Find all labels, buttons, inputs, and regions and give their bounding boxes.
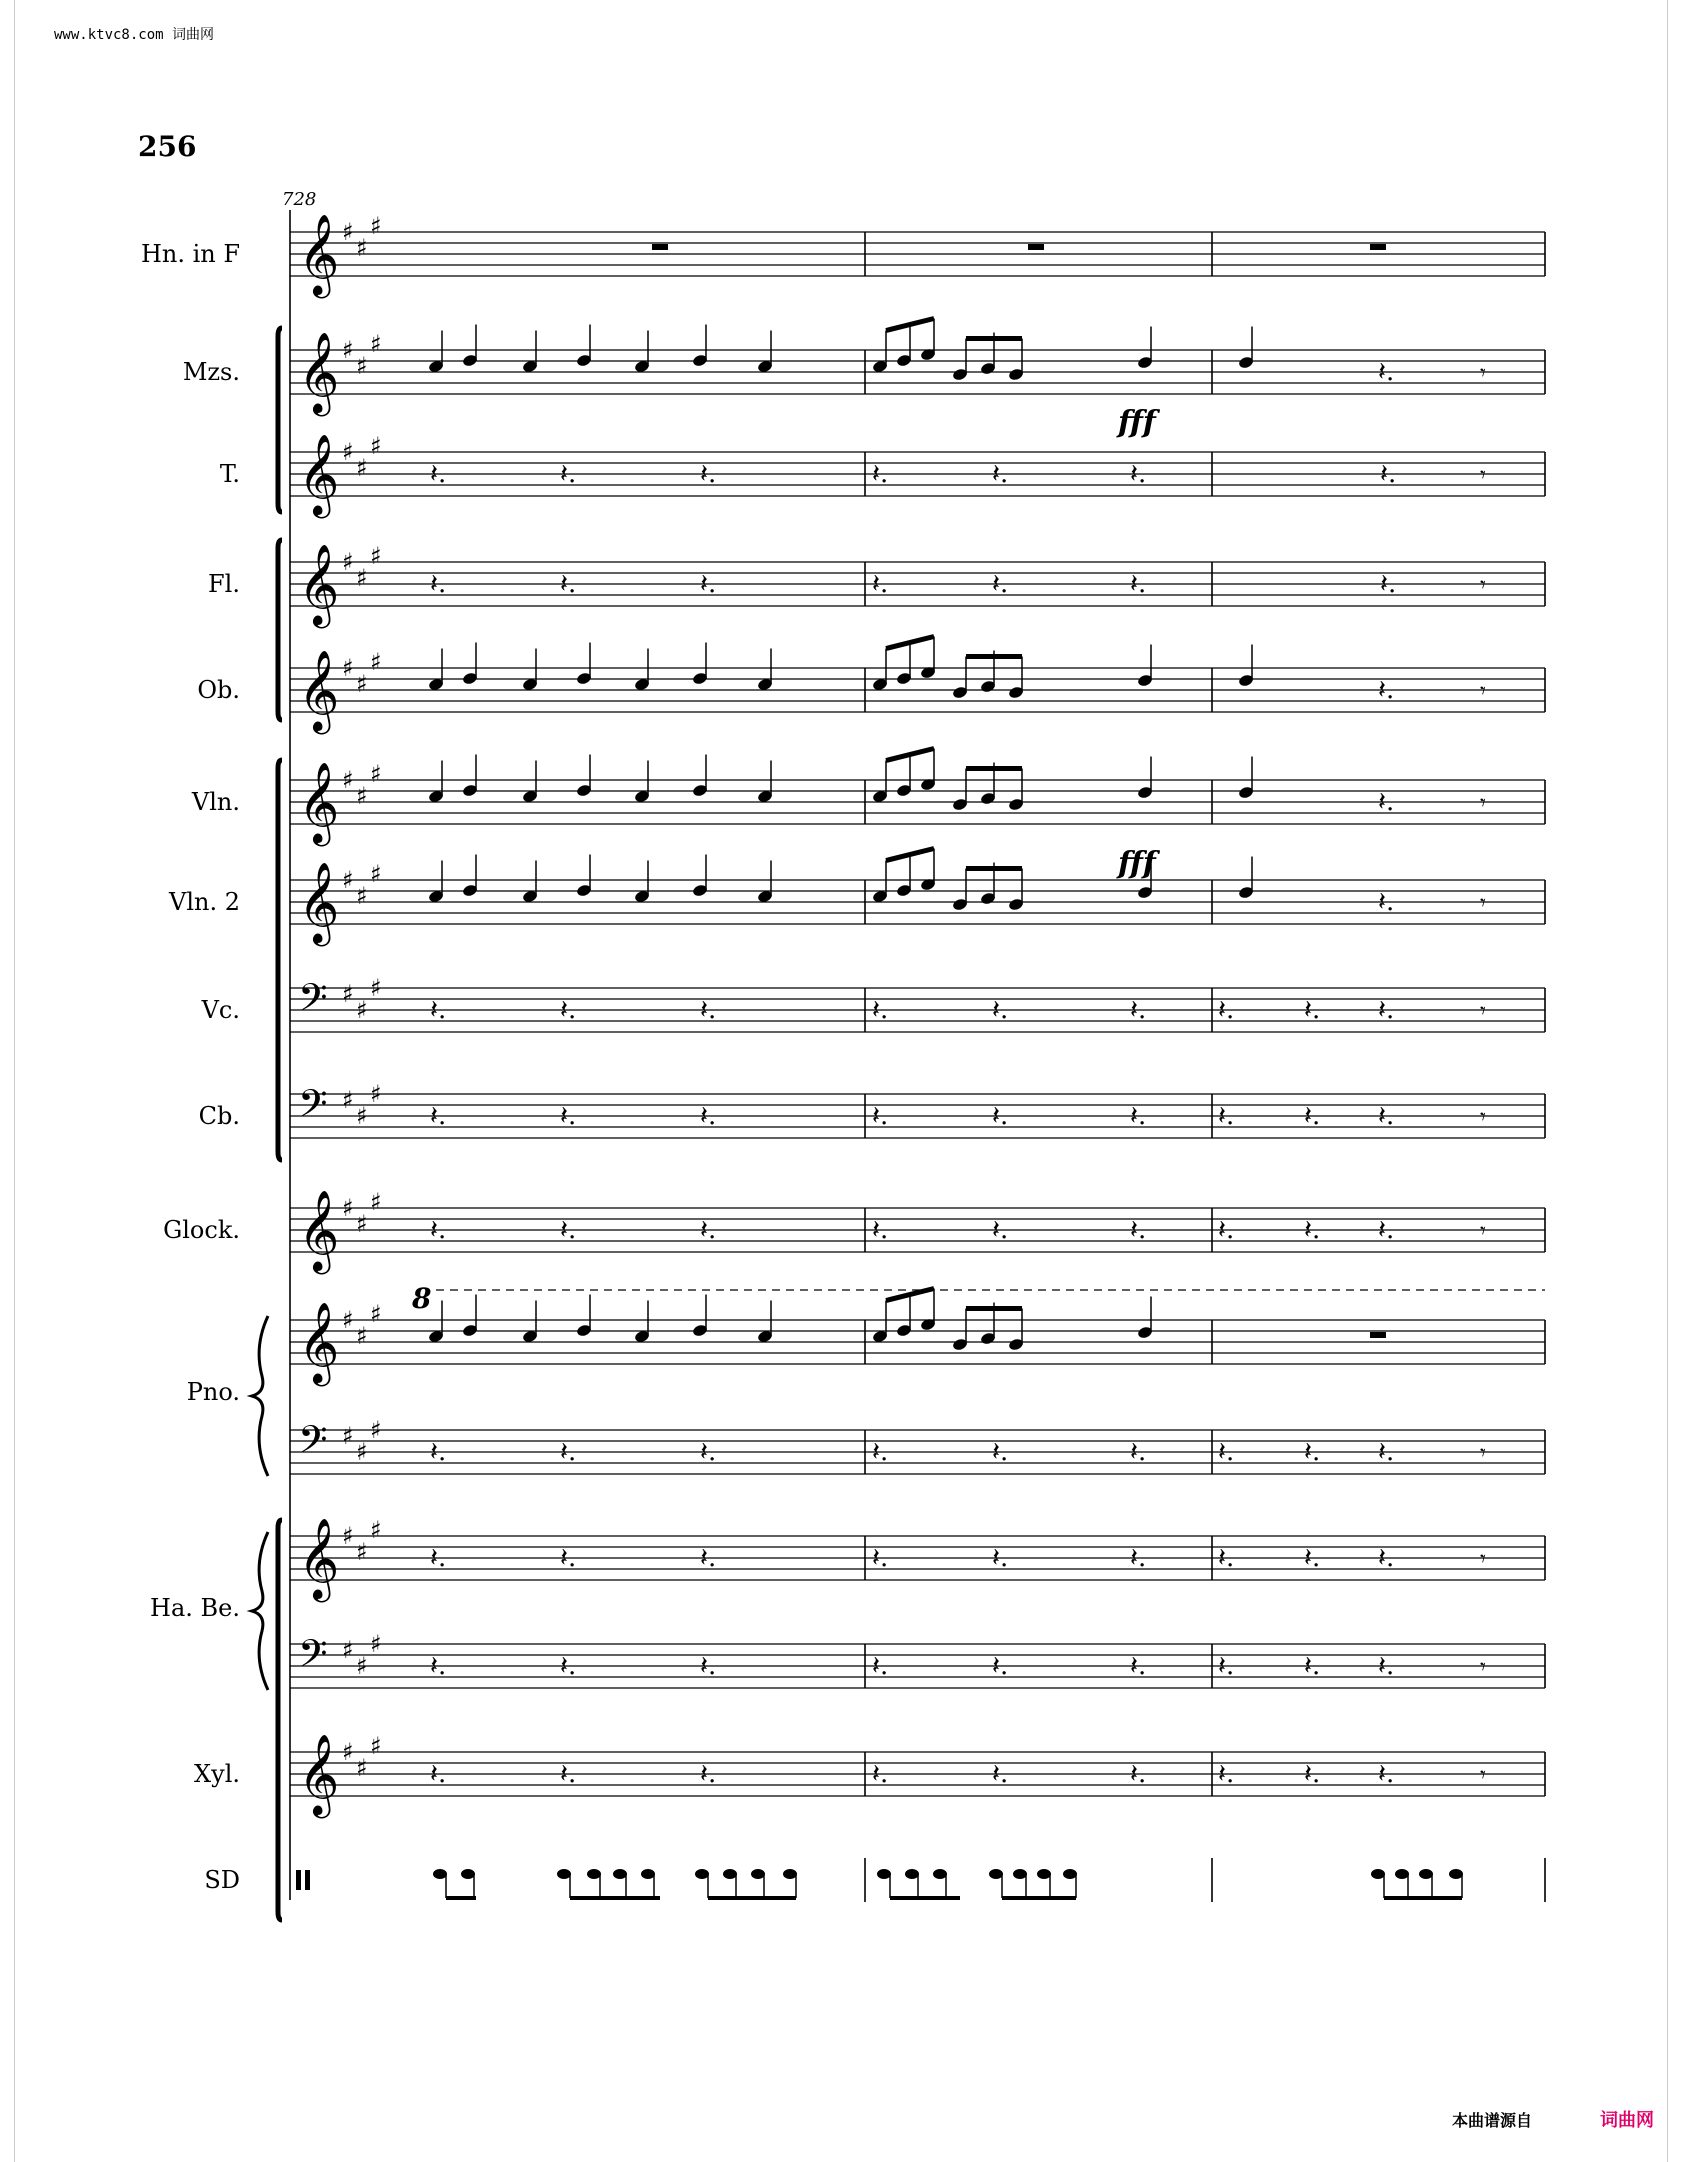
treble-clef-icon: 𝄞	[298, 331, 340, 413]
treble-clef-icon: 𝄞	[298, 433, 340, 515]
whole-rest-icon	[1370, 244, 1386, 250]
instrument-label-vc: Vc.	[201, 996, 240, 1024]
eighth-rest-icon: 𝄾	[1480, 573, 1486, 598]
percussion-note-head	[1395, 1869, 1409, 1879]
quarter-rest-icon: 𝄽.	[1130, 1759, 1147, 1789]
quarter-rest-icon: 𝄽.	[1218, 1215, 1235, 1245]
sharp-icon: ♯	[342, 336, 354, 364]
quarter-rest-icon: 𝄽.	[560, 1759, 577, 1789]
eighth-rest-icon: 𝄾	[1480, 1219, 1486, 1244]
sharp-icon: ♯	[342, 1636, 354, 1664]
sharp-icon: ♯	[342, 1522, 354, 1550]
treble-clef-icon: 𝄞	[298, 649, 340, 731]
quarter-rest-icon: 𝄽.	[1218, 1543, 1235, 1573]
percussion-note-head	[695, 1869, 709, 1879]
quarter-rest-icon: 𝄽.	[1218, 1437, 1235, 1467]
quarter-rest-icon: 𝄽.	[1304, 1101, 1321, 1131]
sharp-icon: ♯	[356, 1438, 368, 1466]
quarter-rest-icon: 𝄽.	[1130, 1437, 1147, 1467]
percussion-note-head	[1371, 1869, 1385, 1879]
sharp-icon: ♯	[370, 1630, 382, 1658]
quarter-rest-icon: 𝄽.	[430, 1543, 447, 1573]
quarter-rest-icon: 𝄽.	[1378, 787, 1395, 817]
percussion-note-head	[877, 1869, 891, 1879]
quarter-rest-icon: 𝄽.	[430, 1759, 447, 1789]
quarter-rest-icon: 𝄽.	[992, 459, 1009, 489]
measure-number: 728	[282, 189, 317, 210]
quarter-rest-icon: 𝄽.	[700, 1215, 717, 1245]
percussion-note-head	[1063, 1869, 1077, 1879]
instrument-label-vln2: Vln. 2	[169, 888, 240, 916]
quarter-rest-icon: 𝄽.	[872, 1759, 889, 1789]
quarter-rest-icon: 𝄽.	[560, 995, 577, 1025]
bass-clef-icon: 𝄢	[298, 1417, 328, 1471]
whole-rest-icon	[1370, 1332, 1386, 1338]
percussion-note-head	[1419, 1869, 1433, 1879]
sharp-icon: ♯	[342, 218, 354, 246]
quarter-rest-icon: 𝄽.	[872, 1437, 889, 1467]
quarter-rest-icon: 𝄽.	[700, 569, 717, 599]
quarter-rest-icon: 𝄽.	[872, 569, 889, 599]
sharp-icon: ♯	[356, 1322, 368, 1350]
quarter-rest-icon: 𝄽.	[992, 569, 1009, 599]
bracket-voices	[278, 328, 282, 512]
percussion-note-head	[783, 1869, 797, 1879]
percussion-note-head	[433, 1869, 447, 1879]
quarter-rest-icon: 𝄽.	[700, 1651, 717, 1681]
quarter-rest-icon: 𝄽.	[872, 459, 889, 489]
quarter-rest-icon: 𝄽.	[430, 1651, 447, 1681]
quarter-rest-icon: 𝄽.	[560, 1651, 577, 1681]
brace-harp	[252, 1532, 268, 1690]
sharp-icon: ♯	[356, 234, 368, 262]
sharp-icon: ♯	[356, 782, 368, 810]
quarter-rest-icon: 𝄽.	[1378, 1215, 1395, 1245]
quarter-rest-icon: 𝄽.	[1218, 1759, 1235, 1789]
quarter-rest-icon: 𝄽.	[992, 1437, 1009, 1467]
quarter-rest-icon: 𝄽.	[700, 1437, 717, 1467]
quarter-rest-icon: 𝄽.	[430, 1215, 447, 1245]
page-number: 256	[138, 130, 197, 163]
percussion-note-head	[989, 1869, 1003, 1879]
quarter-rest-icon: 𝄽.	[430, 459, 447, 489]
percussion-note-head	[751, 1869, 765, 1879]
quarter-rest-icon: 𝄽.	[992, 1759, 1009, 1789]
footer-source-text: 本曲谱源自	[1452, 2111, 1533, 2130]
percussion-note-head	[557, 1869, 571, 1879]
quarter-rest-icon: 𝄽.	[872, 995, 889, 1025]
quarter-rest-icon: 𝄽.	[1218, 1651, 1235, 1681]
quarter-rest-icon: 𝄽.	[1130, 459, 1147, 489]
instrument-label-glock: Glock.	[163, 1216, 240, 1244]
quarter-rest-icon: 𝄽.	[700, 459, 717, 489]
percussion-note-head	[1013, 1869, 1027, 1879]
quarter-rest-icon: 𝄽.	[1378, 1437, 1395, 1467]
quarter-rest-icon: 𝄽.	[700, 995, 717, 1025]
eighth-rest-icon: 𝄾	[1480, 463, 1486, 488]
quarter-rest-icon: 𝄽.	[1304, 1437, 1321, 1467]
dynamic-fff-vln: fff	[1118, 846, 1156, 881]
sharp-icon: ♯	[342, 438, 354, 466]
sharp-icon: ♯	[356, 996, 368, 1024]
sharp-icon: ♯	[370, 542, 382, 570]
sharp-icon: ♯	[356, 670, 368, 698]
instrument-label-cb: Cb.	[198, 1102, 240, 1130]
sharp-icon: ♯	[342, 548, 354, 576]
instrument-label-xyl: Xyl.	[194, 1760, 240, 1788]
quarter-rest-icon: 𝄽.	[1304, 1543, 1321, 1573]
treble-clef-icon: 𝄞	[298, 1733, 340, 1815]
quarter-rest-icon: 𝄽.	[1304, 1651, 1321, 1681]
quarter-rest-icon: 𝄽.	[430, 995, 447, 1025]
quarter-rest-icon: 𝄽.	[992, 1543, 1009, 1573]
sharp-icon: ♯	[356, 454, 368, 482]
instrument-label-vln: Vln.	[191, 788, 240, 816]
sharp-icon: ♯	[370, 1416, 382, 1444]
quarter-rest-icon: 𝄽.	[872, 1101, 889, 1131]
instrument-label-ob: Ob.	[197, 676, 240, 704]
sharp-icon: ♯	[370, 760, 382, 788]
quarter-rest-icon: 𝄽.	[1378, 995, 1395, 1025]
quarter-rest-icon: 𝄽.	[1378, 1759, 1395, 1789]
quarter-rest-icon: 𝄽.	[1130, 995, 1147, 1025]
sharp-icon: ♯	[342, 1738, 354, 1766]
quarter-rest-icon: 𝄽.	[1378, 1101, 1395, 1131]
instrument-label-pno: Pno.	[186, 1378, 240, 1406]
eighth-rest-icon: 𝄾	[1480, 1547, 1486, 1572]
quarter-rest-icon: 𝄽.	[1380, 569, 1397, 599]
sharp-icon: ♯	[342, 1194, 354, 1222]
sharp-icon: ♯	[370, 330, 382, 358]
quarter-rest-icon: 𝄽.	[1380, 459, 1397, 489]
instrument-label-habe: Ha. Be.	[150, 1594, 240, 1622]
quarter-rest-icon: 𝄽.	[872, 1651, 889, 1681]
sharp-icon: ♯	[370, 212, 382, 240]
treble-clef-icon: 𝄞	[298, 213, 340, 295]
quarter-rest-icon: 𝄽.	[1130, 1543, 1147, 1573]
quarter-rest-icon: 𝄽.	[872, 1543, 889, 1573]
quarter-rest-icon: 𝄽.	[1378, 357, 1395, 387]
quarter-rest-icon: 𝄽.	[430, 1437, 447, 1467]
site-url[interactable]: www.ktvc8.com 词曲网	[54, 27, 215, 43]
quarter-rest-icon: 𝄽.	[1130, 1651, 1147, 1681]
sharp-icon: ♯	[356, 564, 368, 592]
sharp-icon: ♯	[370, 648, 382, 676]
quarter-rest-icon: 𝄽.	[560, 459, 577, 489]
percussion-note-head	[933, 1869, 947, 1879]
sharp-icon: ♯	[370, 1732, 382, 1760]
quarter-rest-icon: 𝄽.	[1378, 1651, 1395, 1681]
treble-clef-icon: 𝄞	[298, 1301, 340, 1383]
bracket-woodwinds	[278, 540, 282, 720]
brace-piano	[252, 1316, 268, 1476]
eighth-rest-icon: 𝄾	[1480, 1105, 1486, 1130]
sharp-icon: ♯	[342, 980, 354, 1008]
quarter-rest-icon: 𝄽.	[1304, 1215, 1321, 1245]
instrument-label-fl: Fl.	[208, 570, 240, 598]
percussion-note-head	[1449, 1869, 1463, 1879]
sharp-icon: ♯	[356, 352, 368, 380]
percussion-note-head	[905, 1869, 919, 1879]
treble-clef-icon: 𝄞	[298, 1517, 340, 1599]
eighth-rest-icon: 𝄾	[1480, 361, 1486, 386]
treble-clef-icon: 𝄞	[298, 1189, 340, 1271]
eighth-rest-icon: 𝄾	[1480, 679, 1486, 704]
bass-clef-icon: 𝄢	[298, 1081, 328, 1135]
instrument-label-sd: SD	[204, 1866, 240, 1894]
bass-clef-icon: 𝄢	[298, 975, 328, 1029]
quarter-rest-icon: 𝄽.	[700, 1759, 717, 1789]
sharp-icon: ♯	[370, 432, 382, 460]
eighth-rest-icon: 𝄾	[1480, 1655, 1486, 1680]
quarter-rest-icon: 𝄽.	[560, 1437, 577, 1467]
quarter-rest-icon: 𝄽.	[1304, 1759, 1321, 1789]
quarter-rest-icon: 𝄽.	[992, 1651, 1009, 1681]
treble-clef-icon: 𝄞	[298, 861, 340, 943]
sharp-icon: ♯	[342, 766, 354, 794]
instrument-label-mzs: Mzs.	[182, 358, 240, 386]
sharp-icon: ♯	[370, 974, 382, 1002]
dynamic-fff-mzs: fff	[1118, 405, 1156, 440]
eighth-rest-icon: 𝄾	[1480, 1763, 1486, 1788]
quarter-rest-icon: 𝄽.	[700, 1101, 717, 1131]
sharp-icon: ♯	[356, 882, 368, 910]
sharp-icon: ♯	[370, 1188, 382, 1216]
sharp-icon: ♯	[342, 1422, 354, 1450]
quarter-rest-icon: 𝄽.	[1378, 1543, 1395, 1573]
quarter-rest-icon: 𝄽.	[1304, 995, 1321, 1025]
quarter-rest-icon: 𝄽.	[430, 569, 447, 599]
sharp-icon: ♯	[342, 1086, 354, 1114]
quarter-rest-icon: 𝄽.	[700, 1543, 717, 1573]
sharp-icon: ♯	[342, 866, 354, 894]
sharp-icon: ♯	[342, 1306, 354, 1334]
sharp-icon: ♯	[370, 1080, 382, 1108]
ottava-mark: 8	[412, 1282, 432, 1315]
percussion-clef-icon	[296, 1870, 301, 1890]
percussion-note-head	[587, 1869, 601, 1879]
quarter-rest-icon: 𝄽.	[1378, 675, 1395, 705]
quarter-rest-icon: 𝄽.	[1130, 1101, 1147, 1131]
instrument-label-hn: Hn. in F	[140, 240, 240, 268]
quarter-rest-icon: 𝄽.	[560, 1101, 577, 1131]
footer-brand-link[interactable]: 词曲网	[1600, 2110, 1654, 2131]
eighth-rest-icon: 𝄾	[1480, 1441, 1486, 1466]
whole-rest-icon	[652, 244, 668, 250]
instrument-label-t: T.	[219, 460, 240, 488]
quarter-rest-icon: 𝄽.	[560, 1543, 577, 1573]
sharp-icon: ♯	[356, 1652, 368, 1680]
percussion-note-head	[613, 1869, 627, 1879]
quarter-rest-icon: 𝄽.	[1218, 1101, 1235, 1131]
percussion-note-head	[1037, 1869, 1051, 1879]
quarter-rest-icon: 𝄽.	[992, 1215, 1009, 1245]
quarter-rest-icon: 𝄽.	[992, 995, 1009, 1025]
sharp-icon: ♯	[356, 1538, 368, 1566]
treble-clef-icon: 𝄞	[298, 543, 340, 625]
sharp-icon: ♯	[356, 1210, 368, 1238]
sharp-icon: ♯	[342, 654, 354, 682]
bass-clef-icon: 𝄢	[298, 1631, 328, 1685]
quarter-rest-icon: 𝄽.	[560, 569, 577, 599]
sharp-icon: ♯	[370, 1300, 382, 1328]
sharp-icon: ♯	[370, 1516, 382, 1544]
eighth-rest-icon: 𝄾	[1480, 999, 1486, 1024]
eighth-rest-icon: 𝄾	[1480, 891, 1486, 916]
percussion-note-head	[723, 1869, 737, 1879]
quarter-rest-icon: 𝄽.	[992, 1101, 1009, 1131]
bracket-percussion	[278, 1520, 282, 1920]
sharp-icon: ♯	[370, 860, 382, 888]
eighth-rest-icon: 𝄾	[1480, 791, 1486, 816]
percussion-clef-icon	[305, 1870, 310, 1890]
quarter-rest-icon: 𝄽.	[1130, 569, 1147, 599]
treble-clef-icon: 𝄞	[298, 761, 340, 843]
percussion-note-head	[461, 1869, 475, 1879]
quarter-rest-icon: 𝄽.	[1218, 995, 1235, 1025]
quarter-rest-icon: 𝄽.	[560, 1215, 577, 1245]
quarter-rest-icon: 𝄽.	[1130, 1215, 1147, 1245]
sharp-icon: ♯	[356, 1754, 368, 1782]
bracket-strings	[278, 760, 282, 1160]
quarter-rest-icon: 𝄽.	[1378, 887, 1395, 917]
whole-rest-icon	[1028, 244, 1044, 250]
quarter-rest-icon: 𝄽.	[872, 1215, 889, 1245]
quarter-rest-icon: 𝄽.	[430, 1101, 447, 1131]
sharp-icon: ♯	[356, 1102, 368, 1130]
percussion-note-head	[641, 1869, 655, 1879]
